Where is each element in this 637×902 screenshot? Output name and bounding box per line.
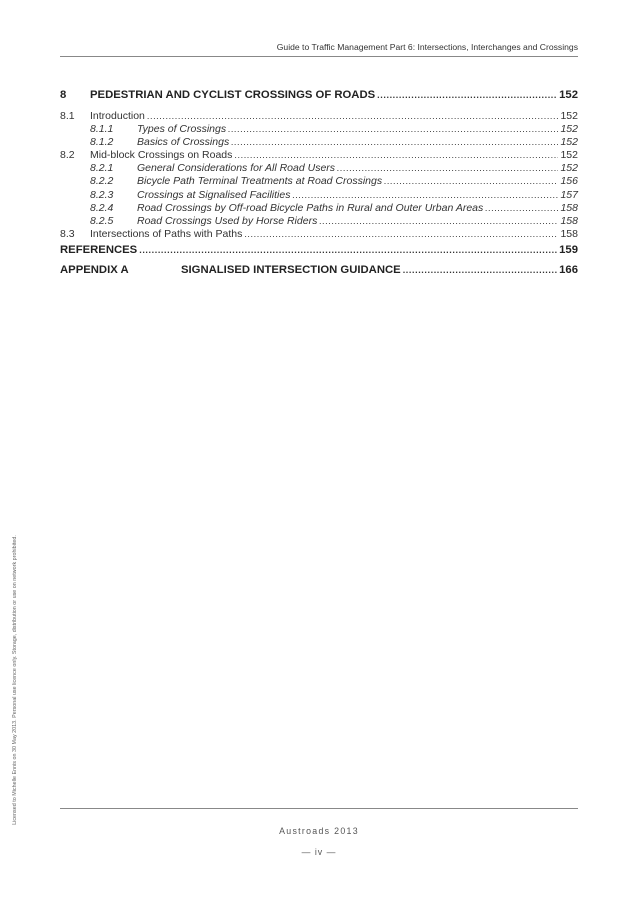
table-of-contents bbox=[60, 89, 578, 284]
dot-leader bbox=[403, 265, 557, 275]
footer-divider bbox=[60, 808, 578, 809]
toc-entry-number: 8.2.2 bbox=[90, 175, 114, 188]
toc-entry-title: Crossings at Signalised Facilities bbox=[137, 188, 291, 201]
footer-publisher: Austroads 2013 bbox=[279, 826, 359, 836]
toc-entry-number: 8.3 bbox=[60, 227, 75, 240]
toc-entry-references[interactable] bbox=[60, 244, 578, 264]
dot-leader bbox=[337, 163, 558, 173]
toc-entry-page: 159 bbox=[559, 243, 578, 256]
toc-entry-page: 158 bbox=[560, 201, 578, 214]
toc-entry-number: 8.1.1 bbox=[90, 123, 114, 136]
toc-entry-title: SIGNALISED INTERSECTION GUIDANCE bbox=[181, 263, 401, 276]
toc-entry-title: Road Crossings by Off-road Bicycle Paths in Rural and Outer Urban Areas bbox=[137, 201, 484, 214]
dot-leader bbox=[228, 124, 558, 134]
toc-entry-title: REFERENCES bbox=[60, 243, 138, 256]
toc-entry-number: 8.1.2 bbox=[90, 136, 114, 149]
toc-entry-8-3[interactable] bbox=[60, 228, 578, 241]
toc-entry-chapter-8[interactable] bbox=[60, 89, 578, 110]
header-divider bbox=[60, 56, 578, 57]
toc-entry-number: 8.2.1 bbox=[90, 162, 114, 175]
footer-page-number: — iv — bbox=[301, 847, 337, 857]
toc-entry-title: Basics of Crossings bbox=[137, 136, 230, 149]
toc-entry-8-2-2[interactable] bbox=[60, 175, 578, 188]
dot-leader bbox=[147, 111, 559, 121]
toc-entry-8-2-5[interactable] bbox=[60, 215, 578, 228]
toc-entry-8-1[interactable] bbox=[60, 110, 578, 123]
toc-entry-page: 152 bbox=[560, 110, 578, 122]
toc-entry-number: 8.1 bbox=[60, 110, 75, 122]
dot-leader bbox=[231, 137, 558, 147]
toc-entry-number: 8.2.3 bbox=[90, 188, 114, 201]
toc-entry-title: Types of Crossings bbox=[137, 123, 227, 136]
toc-entry-title: Introduction bbox=[90, 110, 145, 122]
toc-entry-title: Intersections of Paths with Paths bbox=[90, 227, 243, 240]
dot-leader bbox=[234, 150, 558, 160]
toc-entry-page: 152 bbox=[559, 89, 578, 101]
toc-entry-8-2-4[interactable] bbox=[60, 202, 578, 215]
toc-entry-8-2-3[interactable] bbox=[60, 189, 578, 202]
dot-leader bbox=[377, 90, 557, 100]
toc-entry-page: 158 bbox=[560, 214, 578, 227]
toc-entry-title: Mid-block Crossings on Roads bbox=[90, 149, 233, 162]
toc-entry-page: 166 bbox=[559, 263, 578, 276]
toc-entry-page: 152 bbox=[560, 149, 578, 162]
toc-entry-title: PEDESTRIAN AND CYCLIST CROSSINGS OF ROADS bbox=[90, 89, 376, 101]
toc-entry-page: 152 bbox=[560, 136, 578, 149]
toc-entry-8-1-1[interactable] bbox=[60, 123, 578, 136]
toc-entry-title: Bicycle Path Terminal Treatments at Road Crossings bbox=[137, 175, 383, 188]
dot-leader bbox=[139, 245, 557, 255]
dot-leader bbox=[292, 190, 558, 200]
toc-entry-page: 157 bbox=[560, 188, 578, 201]
dot-leader bbox=[384, 176, 558, 186]
toc-entry-number: 8.2.4 bbox=[90, 201, 114, 214]
license-watermark: Licensed to Michelle Ennis on 30 May 2013. Personal use licence only. Storage, distribution or use on network prohibited. bbox=[12, 535, 18, 825]
toc-entry-appendix-a[interactable] bbox=[60, 264, 578, 284]
toc-entry-page: 158 bbox=[560, 227, 578, 240]
toc-entry-number: APPENDIX A bbox=[60, 263, 129, 276]
toc-entry-title: General Considerations for All Road Users bbox=[137, 162, 336, 175]
dot-leader bbox=[319, 216, 558, 226]
running-header: Guide to Traffic Management Part 6: Intersections, Interchanges and Crossings bbox=[276, 42, 578, 52]
toc-entry-8-2-1[interactable] bbox=[60, 162, 578, 175]
toc-entry-page: 156 bbox=[560, 175, 578, 188]
toc-entry-page: 152 bbox=[560, 123, 578, 136]
toc-entry-page: 152 bbox=[560, 162, 578, 175]
dot-leader bbox=[244, 229, 558, 239]
toc-entry-number: 8.2.5 bbox=[90, 214, 114, 227]
toc-entry-8-2[interactable] bbox=[60, 149, 578, 162]
toc-entry-title: Road Crossings Used by Horse Riders bbox=[137, 214, 318, 227]
dot-leader bbox=[485, 203, 558, 213]
toc-entry-8-1-2[interactable] bbox=[60, 136, 578, 149]
toc-entry-number: 8.2 bbox=[60, 149, 75, 162]
toc-entry-number: 8 bbox=[60, 89, 67, 101]
